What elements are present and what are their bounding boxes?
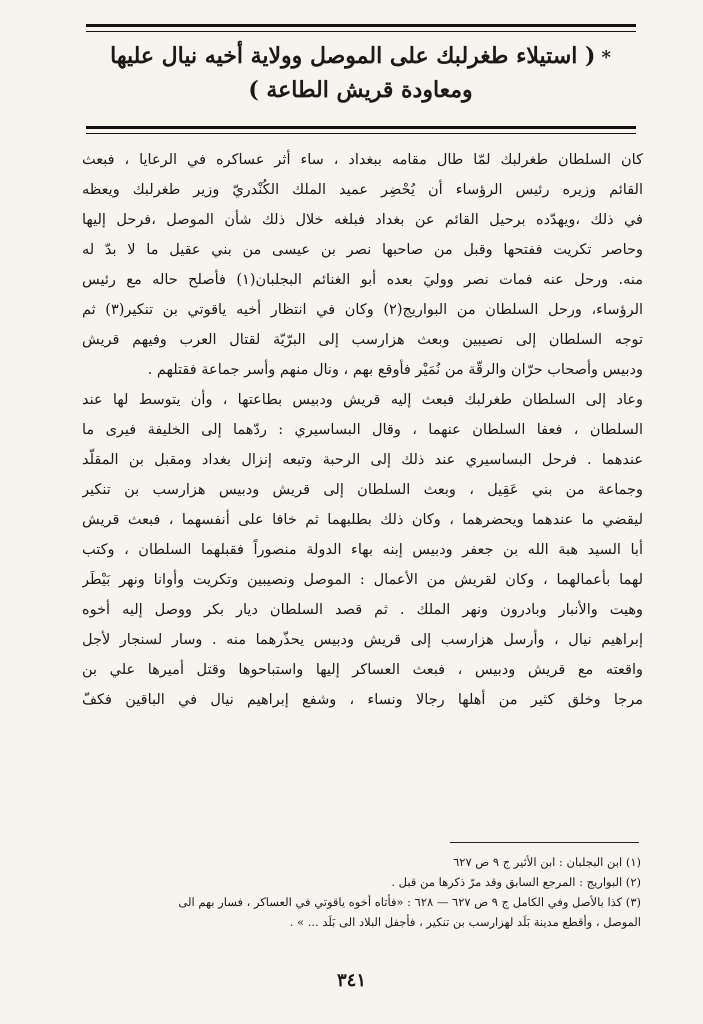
page-number: ٣٤١ <box>336 970 366 991</box>
text-line: واقعته مع قريش ودبيس ، فبعث العساكر إليها واستباحوها وقتل أميرها علي بن <box>82 662 643 678</box>
asterisk-marker: * <box>601 47 611 68</box>
section-heading <box>80 40 641 106</box>
heading-line-1: *( استيلاء طغرلبك على الموصل وولاية أخيه نيال عليها <box>110 43 611 69</box>
heading-bottom-rule-thin <box>86 133 636 134</box>
footnote: (١) ابن البجلبان : ابن الأثير ج ٩ ص ٦٢٧ <box>453 855 641 869</box>
text-line: لهما بأعمالهما ، وكان لقريش من الأعمال : الموصل ونصيبين وتكريت وأوانا ونهر بَيْطَر <box>82 572 643 588</box>
footnote: (٣) كذا بالأصل وفي الكامل ج ٩ ص ٦٢٧ — ٦٢٨ : «فأتاه أخوه ياقوتي في العساكر ، فسار بهم الى <box>178 895 641 909</box>
text-line: إبراهيم نيال ، وأرسل هزارسب إلى قريش ودبيس يحذّرهما منه . وسار لسنجار لأجل <box>82 632 643 648</box>
text-line: وعاد إلى السلطان طغرلبك فبعث إليه قريش ودبيس بطاعتها ، وأن يتوسط لها عند <box>82 392 643 408</box>
footnote: (٢) البواريج : المرجع السابق وقد مرّ ذكرها من قبل . <box>391 875 641 889</box>
text-line: وحاصر تكريت ففتحها وقبل من صاحبها نصر بن عيسى من بني عقيل ما لا بدّ له <box>82 242 643 258</box>
footnote-separator <box>450 842 639 843</box>
footnotes <box>60 852 641 932</box>
text-line: في ذلك ،ويهدّده برحيل القائم عن بغداد فبلغه خلال ذلك شأن الموصل ،فرحل إليها <box>82 212 643 228</box>
text-line: أبا السيد هبة الله بن جعفر ودبيس إبنه بهاء الدولة منصوراً فقبلهما السلطان ، وكتب <box>82 542 643 558</box>
text-line: القائم وزيره رئيس الرؤساء أن يُحْضِر عميد الملك الكُنْدريّ وزير طغرلبك ويعظه <box>82 182 643 198</box>
heading-line-2: ومعاودة قريش الطاعة ) <box>248 77 473 103</box>
text-line: منه. ورحل عنه فمات نصر ووليَ بعده أبو الغنائم البجلبان(١) فأصلح حاله مع رئيس <box>82 272 643 288</box>
top-double-rule-thick <box>86 24 636 27</box>
footnote: الموصل ، وأقطع مدينة بَلَد لهزارسب بن تنكير ، فأجفل البلاد الى بَلَد ... » . <box>289 915 641 929</box>
text-line: السلطان ، فعفا السلطان عنهما ، وقال البساسيري : ردّهما إلى الخليفة فيرى ما <box>82 422 643 438</box>
text-line: توجه السلطان إلى نصيبين وبعث هزارسب إلى البرّيّة لقتال العرب وفيهم قريش <box>82 332 643 348</box>
text-line: ليقضي ما عندهما ويحضرهما ، وكان ذلك بطلبهما ثم خافا على أنفسهما ، فبعث قريش <box>82 512 643 528</box>
text-line: كان السلطان طغرلبك لمّا طال مقامه ببغداد ، ساء أثر عساكره في الرعايا ، فبعث <box>82 152 643 168</box>
text-line: وهيت والأنبار وبادرون ونهر الملك . ثم قصد السلطان ديار بكر ووصل إليه أخوه <box>82 602 643 618</box>
body-paragraph <box>82 145 643 715</box>
text-line: وجماعة من بني عَقِيل ، وبعث السلطان إلى قريش ودبيس هزارسب بن تنكير <box>82 482 643 498</box>
text-line: الرؤساء، ورحل السلطان من البواريج(٢) وكان في انتظار أخيه ياقوتي بن تنكير(٣) ثم <box>82 302 643 318</box>
top-double-rule-thin <box>86 31 636 32</box>
text-line: مرجا وخلق كثير من أهلها رجالا ونساء ، وشفع إبراهيم نيال في الباقين فكفّ <box>82 692 643 708</box>
heading-bottom-rule-thick <box>86 126 636 129</box>
text-line: عندهما . فرحل البساسيري عند ذلك إلى الرحبة وتبعه إنزال بغداد ومقبل بن المقلّد <box>82 452 643 468</box>
text-line: ودبيس وأصحاب حرّان والرقّة من نُمَيْر فأوقع بهم ، ونال منهم وأسر جماعة فقتلهم . <box>147 362 643 378</box>
